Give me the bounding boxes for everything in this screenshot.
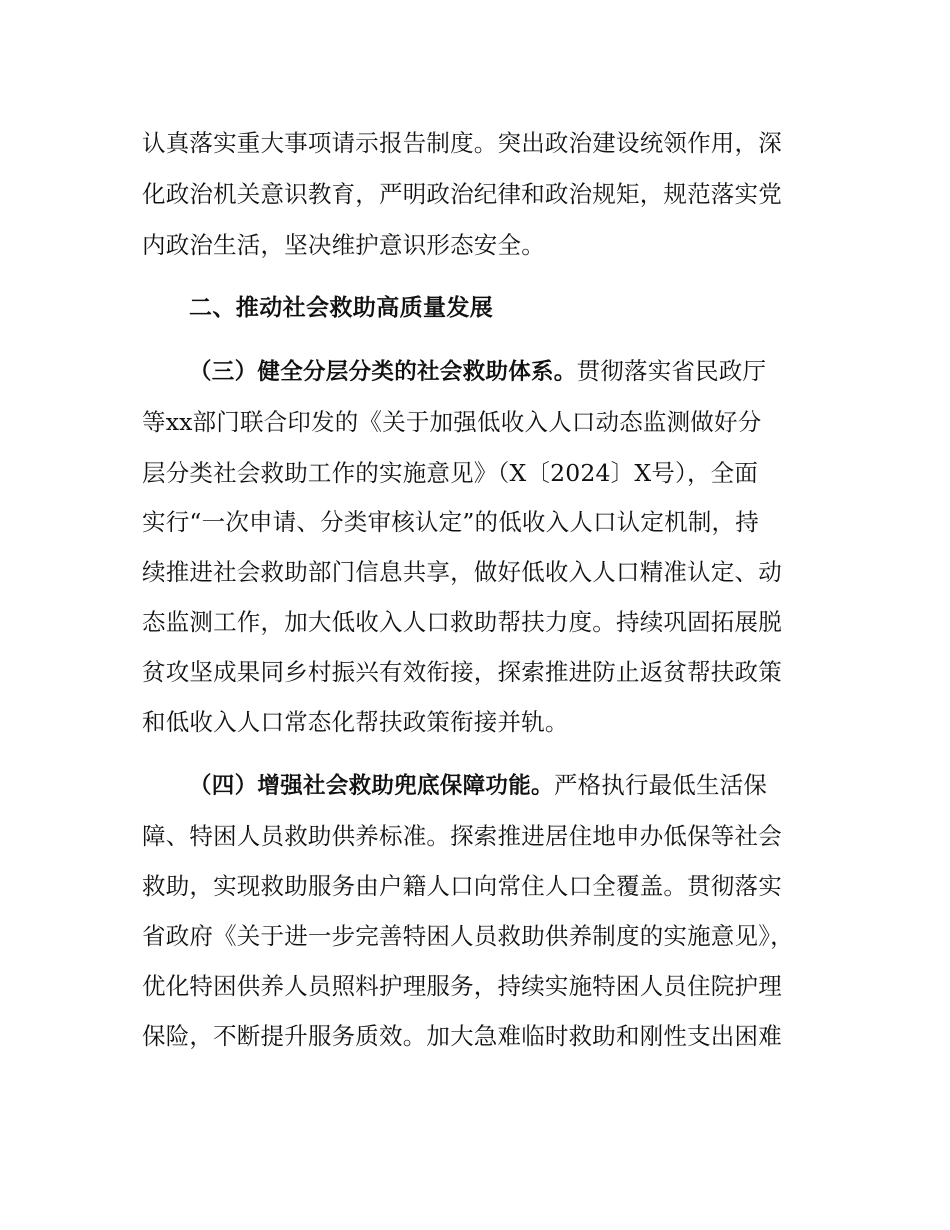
paragraph-lead-text: 贯彻落实省民政厅 bbox=[576, 357, 767, 385]
body-text-line: 态监测工作，加大低收入人口救助帮扶力度。持续巩固拓展脱 bbox=[142, 608, 782, 636]
paragraph-lead-heading: （四）增强社会救助兜底保障功能。 bbox=[189, 773, 554, 799]
paragraph-lead-text: 严格执行最低生活保 bbox=[553, 771, 768, 799]
section-heading: 二、推动社会救助高质量发展 bbox=[189, 295, 494, 321]
body-text-line: 贫攻坚成果同乡村振兴有效衔接，探索推进防止返贫帮扶政策 bbox=[142, 658, 782, 686]
body-text-line: 层分类社会救助工作的实施意见》（X〔2024〕X号），全面 bbox=[142, 459, 759, 487]
body-text-line: 省政府《关于进一步完善特困人员救助供养制度的实施意见》， bbox=[142, 922, 794, 950]
paragraph-first-line bbox=[189, 354, 869, 388]
body-text-line: 等xx部门联合印发的《关于加强低收入人口动态监测做好分 bbox=[142, 408, 762, 436]
body-text-line: 障、特困人员救助供养标准。探索推进居住地申办低保等社会 bbox=[142, 822, 782, 850]
body-text-line: 化政治机关意识教育，严明政治纪律和政治规矩，规范落实党 bbox=[142, 180, 782, 208]
body-text-line: 认真落实重大事项请示报告制度。突出政治建设统领作用，深 bbox=[142, 129, 782, 157]
paragraph-first-line bbox=[189, 768, 869, 802]
body-text-line: 内政治生活，坚决维护意识形态安全。 bbox=[142, 231, 545, 259]
body-text-line: 实行“一次申请、分类审核认定”的低收入人口认定机制，持 bbox=[142, 508, 759, 536]
body-text-line: 续推进社会救助部门信息共享，做好低收入人口精准认定、动 bbox=[142, 558, 782, 586]
paragraph-lead-heading: （三）健全分层分类的社会救助体系。 bbox=[189, 359, 577, 385]
body-text-line: 优化特困供养人员照料护理服务，持续实施特困人员住院护理 bbox=[142, 972, 782, 1000]
body-text-line: 和低收入人口常态化帮扶政策衔接并轨。 bbox=[142, 708, 569, 736]
body-text-line: 保险，不断提升服务质效。加大急难临时救助和刚性支出困难 bbox=[142, 1022, 782, 1050]
body-text-line: 救助，实现救助服务由户籍人口向常住人口全覆盖。贯彻落实 bbox=[142, 872, 782, 900]
